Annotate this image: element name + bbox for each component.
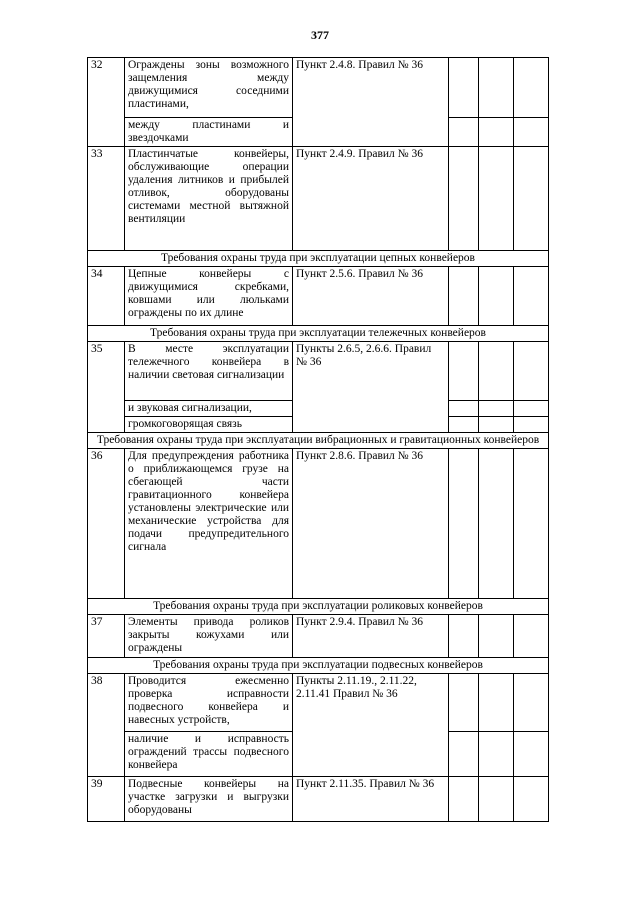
- check-cell[interactable]: [479, 674, 514, 732]
- section-row: [88, 251, 549, 267]
- page-number: 377: [311, 28, 329, 42]
- section-title: Требования охраны труда при эксплуатации цепных конвейеров: [88, 251, 549, 267]
- section-row: [88, 326, 549, 342]
- section-title: Требования охраны труда при эксплуатации роликовых конвейеров: [88, 599, 549, 615]
- requirement-text: Проводится ежесменно проверка исправности подвесного конвейера и навесных устройств,: [125, 674, 293, 732]
- check-cell[interactable]: [449, 674, 479, 732]
- check-cell[interactable]: [514, 732, 549, 777]
- reference-text: Пункт 2.4.9. Правил № 36: [293, 147, 449, 251]
- check-cell[interactable]: [479, 147, 514, 251]
- check-cell[interactable]: [479, 118, 514, 147]
- reference-text: Пункты 2.11.19., 2.11.22, 2.11.41 Правил № 36: [293, 674, 449, 777]
- requirement-text: Для предупреждения работника о приближающемся грузе на сбегающей части гравитационного конвейера установлены электрические или механические устройства для подачи предупредительного сигнала: [125, 449, 293, 599]
- check-cell[interactable]: [449, 417, 479, 433]
- check-cell[interactable]: [514, 147, 549, 251]
- check-cell[interactable]: [479, 401, 514, 417]
- requirement-text: и звуковая сигнализации,: [125, 401, 293, 417]
- table-row: [88, 615, 549, 658]
- requirement-text: Подвесные конвейеры на участке загрузки и выгрузки оборудованы: [125, 777, 293, 822]
- check-cell[interactable]: [449, 58, 479, 118]
- check-cell[interactable]: [449, 147, 479, 251]
- reference-text: Пункт 2.4.8. Правил № 36: [293, 58, 449, 147]
- check-cell[interactable]: [479, 417, 514, 433]
- check-cell[interactable]: [514, 401, 549, 417]
- requirement-text: Пластинчатые конвейеры, обслуживающие операции удаления литников и прибылей отливок, оборудованы системами местной вытяжной вентиляции: [125, 147, 293, 251]
- check-cell[interactable]: [449, 777, 479, 822]
- check-cell[interactable]: [449, 118, 479, 147]
- check-cell[interactable]: [479, 732, 514, 777]
- requirement-text: В месте эксплуатации тележечного конвейера в наличии световая сигнализации: [125, 342, 293, 401]
- requirement-text: Элементы привода роликов закрыты кожухами или ограждены: [125, 615, 293, 658]
- check-cell[interactable]: [479, 615, 514, 658]
- item-number: 36: [88, 449, 125, 599]
- reference-text: Пункт 2.5.6. Правил № 36: [293, 267, 449, 326]
- item-number: 32: [88, 58, 125, 147]
- check-cell[interactable]: [514, 615, 549, 658]
- check-cell[interactable]: [479, 342, 514, 401]
- table-row: [88, 777, 549, 822]
- check-cell[interactable]: [449, 449, 479, 599]
- section-title: Требования охраны труда при эксплуатации подвесных конвейеров: [88, 658, 549, 674]
- table-row: [88, 342, 549, 401]
- check-cell[interactable]: [449, 401, 479, 417]
- item-number: 37: [88, 615, 125, 658]
- check-cell[interactable]: [514, 449, 549, 599]
- check-cell[interactable]: [479, 267, 514, 326]
- checklist-table: [87, 57, 549, 822]
- reference-text: Пункт 2.8.6. Правил № 36: [293, 449, 449, 599]
- reference-text: Пункт 2.9.4. Правил № 36: [293, 615, 449, 658]
- section-row: [88, 433, 549, 449]
- check-cell[interactable]: [449, 342, 479, 401]
- table-row: [88, 58, 549, 118]
- check-cell[interactable]: [514, 267, 549, 326]
- check-cell[interactable]: [514, 777, 549, 822]
- table-row: [88, 674, 549, 732]
- table-row: [88, 449, 549, 599]
- section-row: [88, 658, 549, 674]
- section-title: Требования охраны труда при эксплуатации тележечных конвейеров: [88, 326, 549, 342]
- check-cell[interactable]: [479, 58, 514, 118]
- section-title: Требования охраны труда при эксплуатации вибрационных и гравитационных конвейеров: [88, 433, 549, 449]
- item-number: 34: [88, 267, 125, 326]
- table-row: [88, 147, 549, 251]
- check-cell[interactable]: [514, 417, 549, 433]
- item-number: 33: [88, 147, 125, 251]
- check-cell[interactable]: [514, 118, 549, 147]
- requirement-text: громкоговорящая связь: [125, 417, 293, 433]
- check-cell[interactable]: [514, 674, 549, 732]
- check-cell[interactable]: [479, 449, 514, 599]
- requirement-text: между пластинами и звездочками: [125, 118, 293, 147]
- reference-text: Пункт 2.11.35. Правил № 36: [293, 777, 449, 822]
- section-row: [88, 599, 549, 615]
- item-number: 39: [88, 777, 125, 822]
- requirement-text: Ограждены зоны возможного защемления между движущимися соседними пластинами,: [125, 58, 293, 118]
- check-cell[interactable]: [449, 615, 479, 658]
- check-cell[interactable]: [514, 342, 549, 401]
- check-cell[interactable]: [514, 58, 549, 118]
- item-number: 35: [88, 342, 125, 433]
- check-cell[interactable]: [479, 777, 514, 822]
- requirement-text: наличие и исправность ограждений трассы подвесного конвейера: [125, 732, 293, 777]
- check-cell[interactable]: [449, 267, 479, 326]
- reference-text: Пункты 2.6.5, 2.6.6. Правил № 36: [293, 342, 449, 433]
- item-number: 38: [88, 674, 125, 777]
- requirement-text: Цепные конвейеры с движущимися скребками, ковшами или люльками ограждены по их длине: [125, 267, 293, 326]
- table-row: [88, 267, 549, 326]
- check-cell[interactable]: [449, 732, 479, 777]
